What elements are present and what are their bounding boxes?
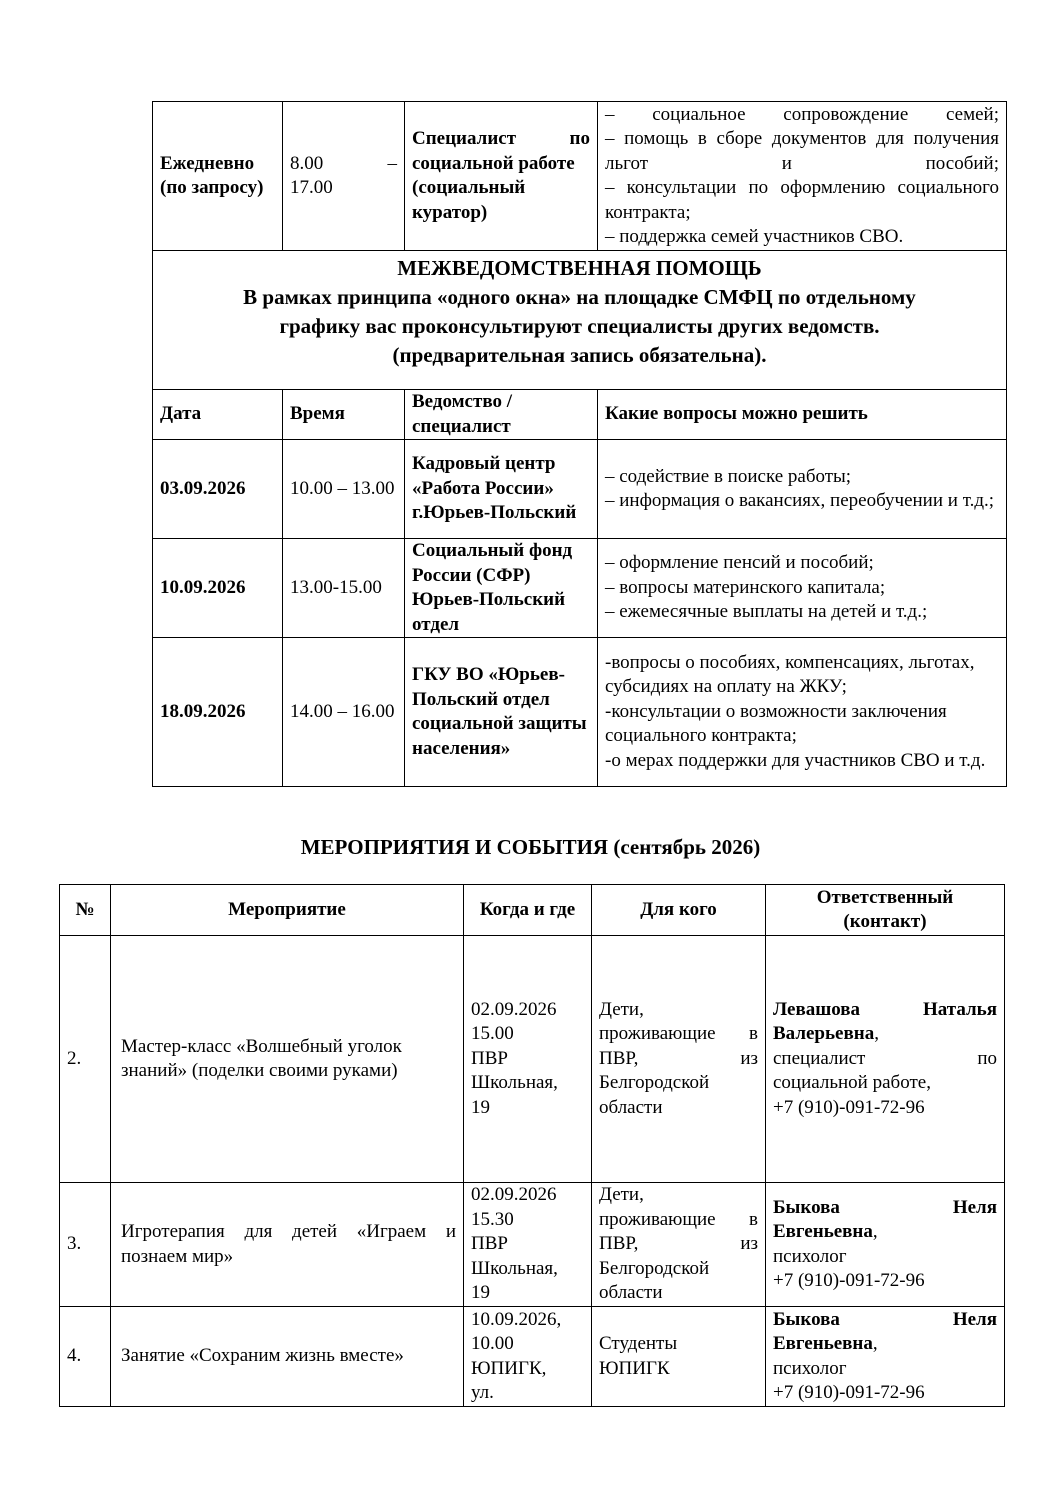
event-name: Мастер-класс «Волшебный уголок знаний» (поделки своими руками) — [111, 936, 464, 1183]
row-time: 13.00-15.00 — [283, 539, 405, 638]
table-row — [60, 1183, 1005, 1307]
event-for-whom: Дети, проживающие в ПВР, из Белгородской области — [592, 1183, 766, 1307]
interagency-intro-row — [153, 251, 1007, 390]
header-agency: Ведомство / специалист — [405, 390, 598, 440]
curator-specialist: Специалист по социальной работе (социальный куратор) — [405, 102, 598, 251]
event-for-whom: Дети, проживающие в ПВР, из Белгородской области — [592, 936, 766, 1183]
header-responsible: Ответственный (контакт) — [766, 885, 1005, 936]
row-time: 14.00 – 16.00 — [283, 638, 405, 787]
curator-date: Ежедневно (по запросу) — [153, 102, 283, 251]
event-num: 2. — [60, 936, 111, 1183]
event-when: 10.09.2026, 10.00 ЮПИГК, ул. — [464, 1307, 592, 1407]
curator-row — [153, 102, 1007, 251]
row-agency: ГКУ ВО «Юрьев-Польский отдел социальной защиты населения» — [405, 638, 598, 787]
row-questions: -вопросы о пособиях, компенсациях, льготах, субсидиях на оплату на ЖКУ; -консультации о возможности заключения социального контракта; -о мерах поддержки для участников СВО и т.д. — [598, 638, 1007, 787]
event-when: 02.09.2026 15.30 ПВР Школьная, 19 — [464, 1183, 592, 1307]
row-agency: Кадровый центр «Работа России» г.Юрьев-Польский — [405, 440, 598, 539]
table-row — [153, 539, 1007, 638]
row-questions: – оформление пенсий и пособий; – вопросы материнского капитала; – ежемесячные выплаты на детей и т.д.; — [598, 539, 1007, 638]
header-num: № — [60, 885, 111, 936]
event-responsible: Левашова Наталья Валерьевна, специалист по социальной работе, +7 (910)-091-72-96 — [766, 936, 1005, 1183]
event-responsible: Быкова Неля Евгеньевна, психолог +7 (910)-091-72-96 — [766, 1307, 1005, 1407]
event-responsible: Быкова Неля Евгеньевна, психолог +7 (910)-091-72-96 — [766, 1183, 1005, 1307]
row-date: 03.09.2026 — [153, 440, 283, 539]
table-row — [153, 440, 1007, 539]
table-row — [153, 638, 1007, 787]
event-name: Занятие «Сохраним жизнь вместе» — [111, 1307, 464, 1407]
header-for-whom: Для кого — [592, 885, 766, 936]
event-num: 4. — [60, 1307, 111, 1407]
events-header-row — [60, 885, 1005, 936]
header-event: Мероприятие — [111, 885, 464, 936]
interagency-intro: МЕЖВЕДОМСТВЕННАЯ ПОМОЩЬ В рамках принципа «одного окна» на площадке СМФЦ по отдельному графику вас проконсультируют специалисты других ведомств. (предварительная запись обязательна). — [153, 251, 1007, 390]
table-row — [60, 936, 1005, 1183]
event-num: 3. — [60, 1183, 111, 1307]
row-questions: – содействие в поиске работы; – информация о вакансиях, переобучении и т.д.; — [598, 440, 1007, 539]
row-agency: Социальный фонд России (СФР) Юрьев-Польский отдел — [405, 539, 598, 638]
events-title: МЕРОПРИЯТИЯ И СОБЫТИЯ (сентябрь 2026) — [300, 835, 761, 859]
row-date: 18.09.2026 — [153, 638, 283, 787]
interagency-header-row — [153, 390, 1007, 440]
header-questions: Какие вопросы можно решить — [598, 390, 1007, 440]
curator-questions: – социальное сопровождение семей; – помощь в сборе документов для получения льгот и пособий; – консультации по оформлению социального контракта; – поддержка семей участников СВО. — [598, 102, 1007, 251]
row-date: 10.09.2026 — [153, 539, 283, 638]
curator-time: 8.00 – 17.00 — [283, 102, 405, 251]
header-date: Дата — [153, 390, 283, 440]
event-when: 02.09.2026 15.00 ПВР Школьная, 19 — [464, 936, 592, 1183]
header-time: Время — [283, 390, 405, 440]
table-row — [60, 1307, 1005, 1407]
interagency-table — [152, 101, 1007, 787]
events-table — [59, 884, 1005, 1407]
row-time: 10.00 – 13.00 — [283, 440, 405, 539]
event-name: Игротерапия для детей «Играем и познаем мир» — [111, 1183, 464, 1307]
event-for-whom: Студенты ЮПИГК — [592, 1307, 766, 1407]
header-when: Когда и где — [464, 885, 592, 936]
interagency-title: МЕЖВЕДОМСТВЕННАЯ ПОМОЩЬ — [397, 256, 762, 280]
